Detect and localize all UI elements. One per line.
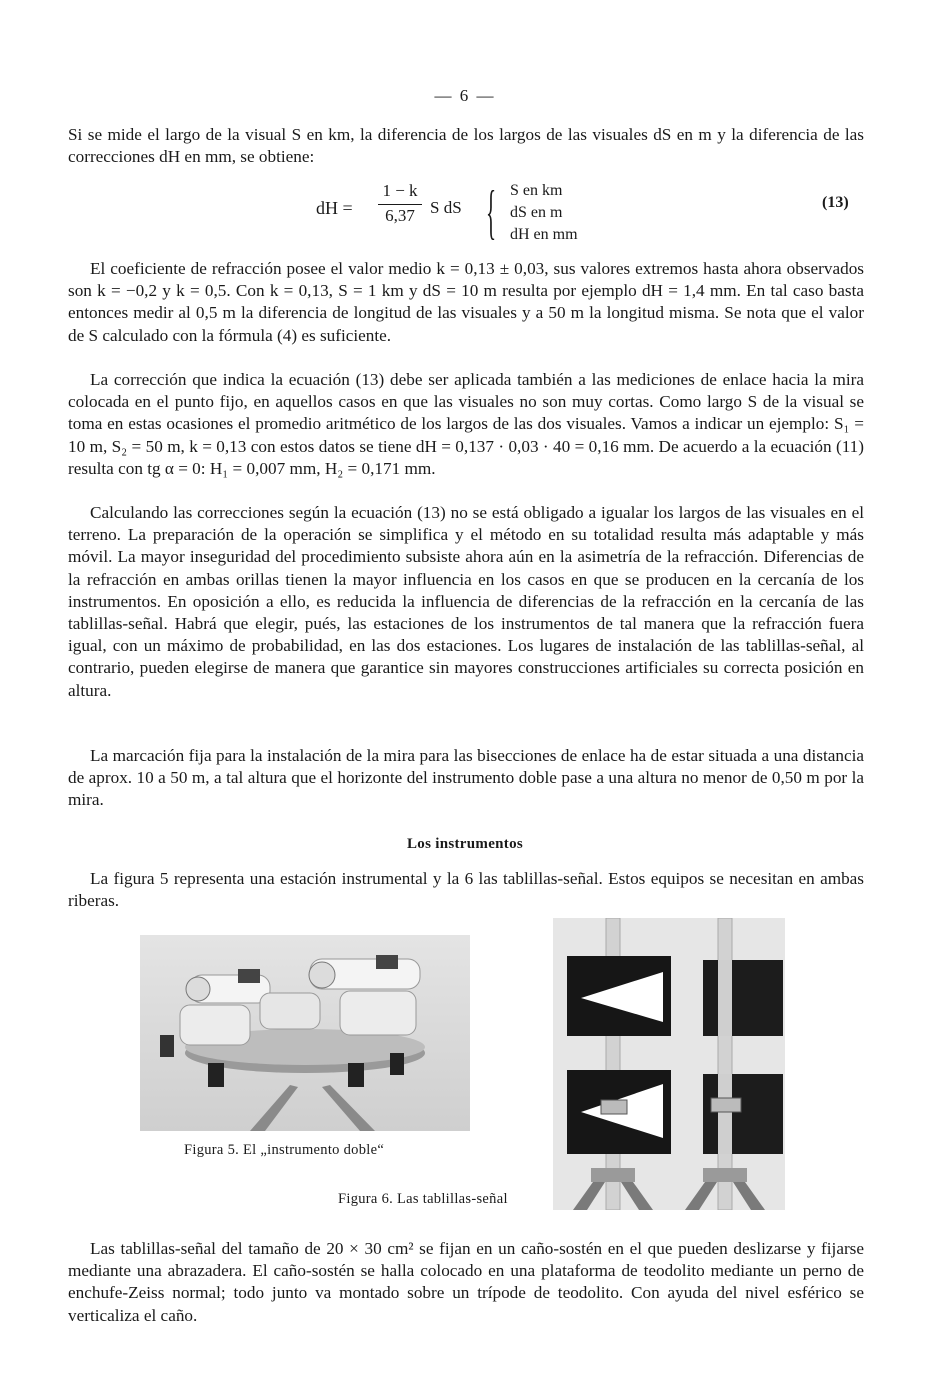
- figure-5-photo: [140, 935, 470, 1131]
- paragraph-instruments: La figura 5 representa una estación instrumental y la 6 las tablillas-señal. Estos equipos se necesitan en ambas riberas.: [68, 869, 864, 911]
- unit-s: S en km: [510, 182, 563, 199]
- unit-ds: dS en m: [510, 204, 563, 221]
- figure-6-caption: Figura 6. Las tablillas-señal: [338, 1191, 508, 1207]
- formula-denominator: 6,37: [385, 206, 415, 225]
- unit-dh: dH en mm: [510, 226, 578, 243]
- formula-fraction: [378, 180, 422, 227]
- paragraph-correction: La corrección que indica la ecuación (13) debe ser aplicada también a las mediciones de enlace hacia la mira colocada en el punto fijo, en aquellos casos en que las visuales no son muy cortas. Como largo S de la visual se toma en estas ocasiones el promedio aritmético de los largos de las dos visuales. Vamos a indicar un ejemplo: S₁ = 10 m, S₂ = 50 m, k = 0,13 con estos datos se tiene dH = 0,137 · 0,03 · 40 = 0,16 mm. De acuerdo a la ecuación (11) resulta con tg α = 0: H₁ = 0,007 mm, H₂ = 0,171 mm.: [68, 370, 864, 478]
- formula-brace: {: [486, 179, 497, 245]
- formula-lhs: dH =: [316, 198, 353, 218]
- formula-numerator: 1 − k: [378, 180, 422, 205]
- signal-boards-image: [553, 918, 785, 1210]
- formula-rhs: S dS: [430, 198, 462, 217]
- intro-paragraph: Si se mide el largo de la visual S en km, la diferencia de los largos de las visuales dS en m y la diferencia de las correcciones dH en mm, se obtiene:: [68, 125, 864, 167]
- section-heading: Los instrumentos: [406, 836, 524, 852]
- equation-13: [0, 180, 930, 250]
- page-number: — 6 —: [434, 86, 496, 105]
- figure-6-photo: [553, 918, 785, 1210]
- paragraph-closing: Las tablillas-señal del tamaño de 20 × 30 cm² se fijan en un caño-sostén en el que pueden deslizarse y fijarse mediante una abrazadera. El caño-sostén se halla colocado en una plataforma de teodolito mediante un perno de enchufe-Zeiss normal; todo junto va montado sobre un trípode de teodolito. Con ayuda del nivel esférico se verticaliza el caño.: [68, 1239, 864, 1325]
- double-instrument-image: [140, 935, 470, 1131]
- paragraph-refraction: El coeficiente de refracción posee el valor medio k = 0,13 ± 0,03, sus valores extremos hasta ahora observados son k = −0,2 y k = 0,5. Con k = 0,13, S = 1 km y dS = 10 m resulta por ejemplo dH = 1,4 mm. En tal caso basta entonces medir al 0,5 m la diferencia de longitud de las visuales y a 50 m la longitud misma. Se nota que el valor de S calculado con la fórmula (4) es suficiente.: [68, 259, 864, 345]
- paragraph-calculating: Calculando las correcciones según la ecuación (13) no se está obligado a igualar los largos de las visuales en el terreno. La preparación de la operación se simplifica y el método en su totalidad resulta más adaptable y más móvil. La mayor inseguridad del procedimiento subsiste ahora aún en la asimetría de la refracción. Diferencias de la refracción en ambas orillas tienen la mayor influencia en los casos en que se producen en la cercanía de los instrumentos. En oposición a ello, es reducida la influencia de diferencias de la refracción en la cercanía de las tablillas-señal. Habrá que elegir, pués, las estaciones de los instrumentos de tal manera que la refracción fuera igual, con un máximo de probabilidad, en las dos estaciones. Los lugares de instalación de las tablillas-señal, al contrario, pueden elegirse de manera que garantice sin mayores construcciones artificiales su correcta posición en altura.: [68, 503, 864, 700]
- equation-number: (13): [822, 194, 849, 211]
- paragraph-marking: La marcación fija para la instalación de la mira para las bisecciones de enlace ha de estar situada a una distancia de aprox. 10 a 50 m, a tal altura que el horizonte del instrumento doble pase a una altura no menor de 0,50 m por la mira.: [68, 746, 864, 810]
- formula-units: [510, 180, 578, 246]
- figure-5-caption: Figura 5. El „instrumento doble“: [184, 1142, 385, 1158]
